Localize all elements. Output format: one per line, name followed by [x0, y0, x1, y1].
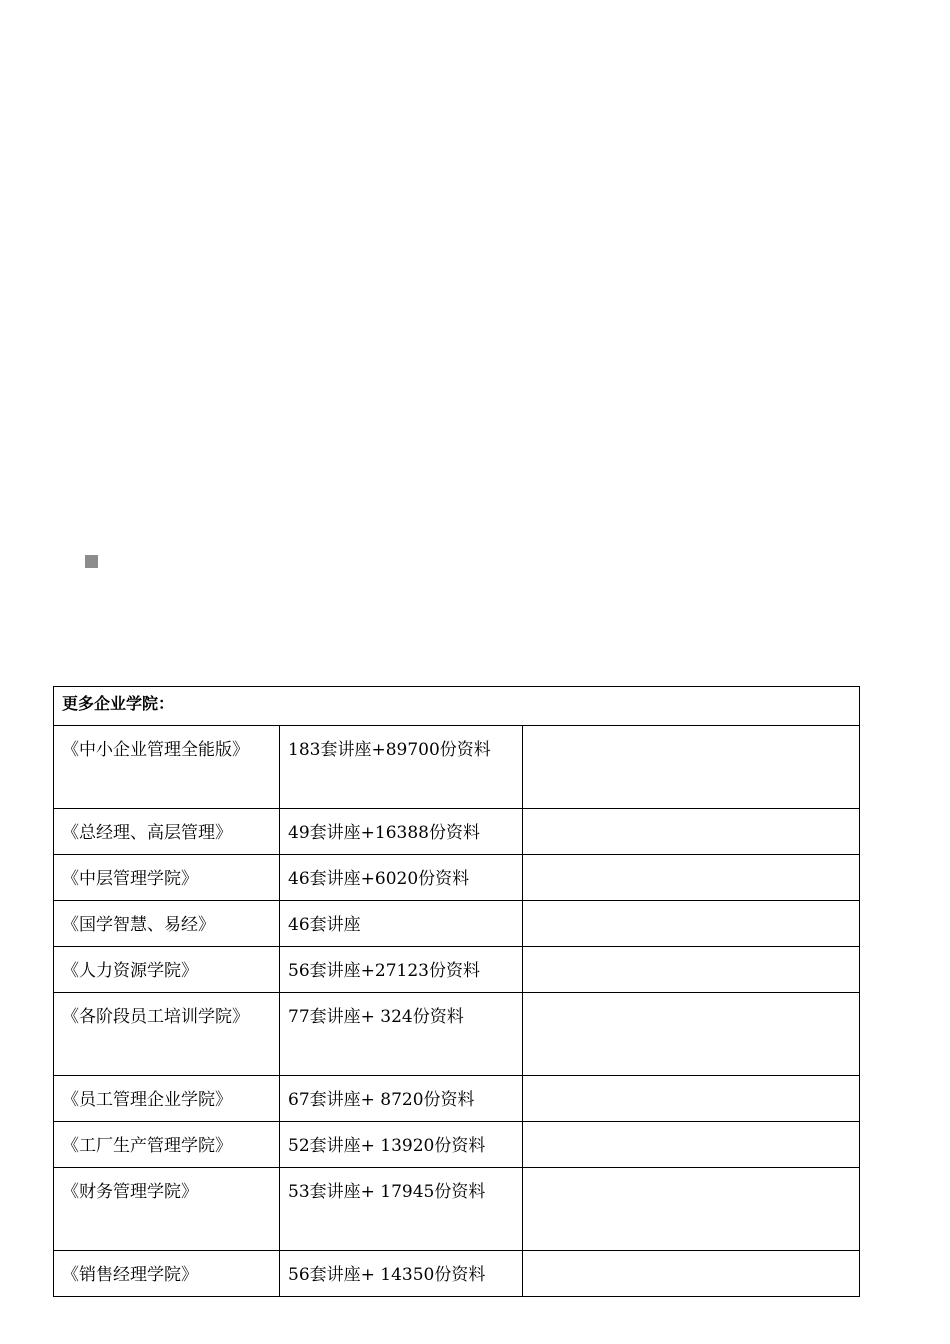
academy-name: 《中层管理学院》: [54, 855, 280, 901]
table-row: [54, 855, 860, 901]
academy-content: 56套讲座+27123份资料: [280, 947, 523, 993]
academy-name: 《工厂生产管理学院》: [54, 1122, 280, 1168]
academy-name: 《总经理、高层管理》: [54, 809, 280, 855]
academy-table: [53, 686, 860, 1297]
academy-content: 52套讲座+ 13920份资料: [280, 1122, 523, 1168]
empty-cell: [523, 947, 860, 993]
academy-content: 67套讲座+ 8720份资料: [280, 1076, 523, 1122]
table-row: [54, 901, 860, 947]
empty-cell: [523, 726, 860, 809]
academy-name: 《员工管理企业学院》: [54, 1076, 280, 1122]
academy-content: 53套讲座+ 17945份资料: [280, 1168, 523, 1251]
empty-cell: [523, 1122, 860, 1168]
empty-cell: [523, 1168, 860, 1251]
empty-cell: [523, 809, 860, 855]
empty-cell: [523, 993, 860, 1076]
academy-name: 《财务管理学院》: [54, 1168, 280, 1251]
table-row: [54, 1168, 860, 1251]
table-row: [54, 726, 860, 809]
table-row: [54, 1122, 860, 1168]
academy-name: 《国学智慧、易经》: [54, 901, 280, 947]
table-header-row: [54, 687, 860, 726]
academy-content: 77套讲座+ 324份资料: [280, 993, 523, 1076]
academy-name: 《中小企业管理全能版》: [54, 726, 280, 809]
table-row: [54, 1251, 860, 1297]
academy-content: 56套讲座+ 14350份资料: [280, 1251, 523, 1297]
academy-name: 《各阶段员工培训学院》: [54, 993, 280, 1076]
empty-cell: [523, 1076, 860, 1122]
academy-content: 49套讲座+16388份资料: [280, 809, 523, 855]
table-row: [54, 947, 860, 993]
academy-name: 《销售经理学院》: [54, 1251, 280, 1297]
table-row: [54, 1076, 860, 1122]
empty-cell: [523, 901, 860, 947]
table-header: 更多企业学院：: [54, 687, 860, 726]
bullet-square-icon: [85, 555, 98, 568]
table-row: [54, 809, 860, 855]
empty-cell: [523, 1251, 860, 1297]
academy-content: 46套讲座: [280, 901, 523, 947]
table-row: [54, 993, 860, 1076]
academy-content: 183套讲座+89700份资料: [280, 726, 523, 809]
academy-name: 《人力资源学院》: [54, 947, 280, 993]
academy-content: 46套讲座+6020份资料: [280, 855, 523, 901]
empty-cell: [523, 855, 860, 901]
academy-table-body: [54, 687, 860, 1297]
